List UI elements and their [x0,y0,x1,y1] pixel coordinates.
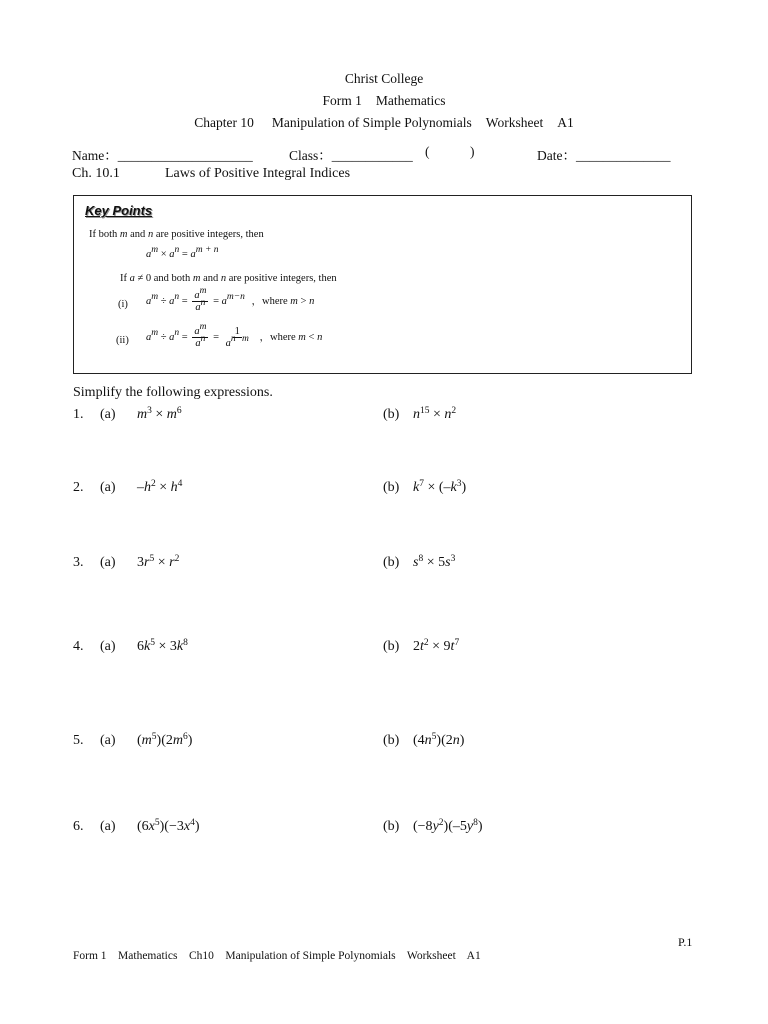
question-2a-expression: $-h^2 \times h^4$ [137,479,183,495]
condition-ii: ，where m < n [259,331,323,343]
exp-n: n [174,245,180,255]
question-number: 2. [73,480,84,495]
part-a-label: (a) [100,407,116,422]
part-a-label: (a) [100,480,116,495]
a-var: a [225,338,231,350]
part-b-label: (b) [383,819,400,834]
case-i-label: (i) [118,299,128,310]
a-var: a [169,331,175,343]
rule1-intro-text: If both m and n are positive integers, then [89,229,264,240]
subject-label: Mathematics [375,93,446,108]
chapter-line [0,115,768,131]
question-5a-expression: $(m^5)(2m^6)$ [137,732,193,748]
instructions: Simplify the following expressions. [73,385,273,400]
equals-sign: = [181,295,188,307]
question-4a-expression: $6k^5 \times 3k^8$ [137,638,188,654]
worksheet-code: A1 [557,115,574,130]
question-6b-expression: $(-8y^2)(-5y^8)$ [413,818,483,834]
equals-sign: = [181,249,188,260]
class-field: Class：____________ [289,148,413,163]
chapter-label: Chapter 10 [194,115,254,130]
school-name: Christ College [344,71,424,86]
a-var: a [195,302,201,314]
exp-n: n [200,334,206,345]
question-number: 3. [73,555,84,570]
part-b-label: (b) [383,407,400,422]
a-var: a [194,290,200,301]
quotient-law-ii [146,322,323,350]
part-b-label: (b) [383,555,400,570]
case-ii-label: (ii) [116,335,129,346]
a-var: a [146,331,152,343]
key-points-title: Key Points [85,203,153,218]
divide-sign: ÷ [160,295,167,307]
part-a-label: (a) [100,733,116,748]
question-5b-expression: $(4n^5)(2n)$ [413,732,465,748]
part-a-label: (a) [100,555,116,570]
footer-text: Form 1 Mathematics Ch10 Manipulation of Simple Polynomials Worksheet A1 [73,950,481,962]
exp-n: n [174,327,180,338]
fraction-am-over-an [192,322,208,350]
question-3a-expression: $3r^5 \times r^2$ [137,554,180,570]
exp-m: m [151,291,159,302]
fraction-am-over-an [192,286,208,314]
equals-sign: = [213,331,219,343]
exp-m: m [199,322,207,332]
part-b-label: (b) [383,639,400,654]
equals-sign: = [213,295,219,307]
times-sign: × [160,249,167,260]
a-var: a [169,249,175,260]
exp-m-minus-n: m−n [226,291,245,302]
rule2-intro [120,273,337,284]
class-number-field: ( ) [425,144,475,159]
question-1b-expression: $n^{15} \times n^2$ [413,406,457,422]
rule2-intro-text: If a ≠ 0 and both m and n are positive integers, then [120,273,337,284]
quotient-law-i [146,286,315,314]
question-number: 1. [73,407,84,422]
a-var: a [195,338,201,350]
exp-n: n [174,291,180,302]
equals-sign: = [181,331,188,343]
exp-m: m [151,245,159,255]
question-3b-expression: $s^8 \times 5s^3$ [413,554,456,570]
question-6a-expression: $(6x^5)(-3x^4)$ [137,818,200,834]
exp-m-plus-n: m + n [195,245,219,255]
name-field: Name：____________________ [72,148,253,163]
section-title: Laws of Positive Integral Indices [165,166,351,181]
exp-m: m [199,286,207,296]
a-var: a [146,249,152,260]
section-code: Ch. 10.1 [72,166,120,181]
form-label: Form 1 [322,93,362,108]
question-1a-expression: $m^3 \times m^6$ [137,406,182,422]
part-a-label: (a) [100,819,116,834]
question-number: 4. [73,639,84,654]
question-number: 5. [73,733,84,748]
rule1-intro [89,229,264,240]
exp-n-minus-m: n−m [230,334,249,345]
a-var: a [190,249,196,260]
part-b-label: (b) [383,733,400,748]
question-number: 6. [73,819,84,834]
fraction-one-over-a [224,326,251,349]
numerator-one: 1 [234,326,240,337]
key-points-box [73,195,692,374]
question-2b-expression: $k^7 \times (-k^3)$ [413,479,467,495]
question-4b-expression: $2t^2 \times 9t^7$ [413,638,460,654]
chapter-title: Manipulation of Simple Polynomials [271,115,472,130]
part-a-label: (a) [100,639,116,654]
divide-sign: ÷ [160,331,167,343]
a-var: a [146,295,152,307]
part-b-label: (b) [383,480,400,495]
n-var: n [147,229,154,240]
condition-i: ，where m > n [251,295,315,307]
exp-m: m [151,327,159,338]
worksheet-label: Worksheet [485,115,544,130]
a-var: a [169,295,175,307]
a-var: a [221,295,227,307]
product-law [146,245,219,260]
m-var: m [119,229,128,240]
exp-n: n [200,298,206,309]
page-number: P.1 [678,935,693,949]
a-var: a [194,326,200,337]
date-field: Date：______________ [537,148,671,163]
form-subject-line [0,93,768,109]
